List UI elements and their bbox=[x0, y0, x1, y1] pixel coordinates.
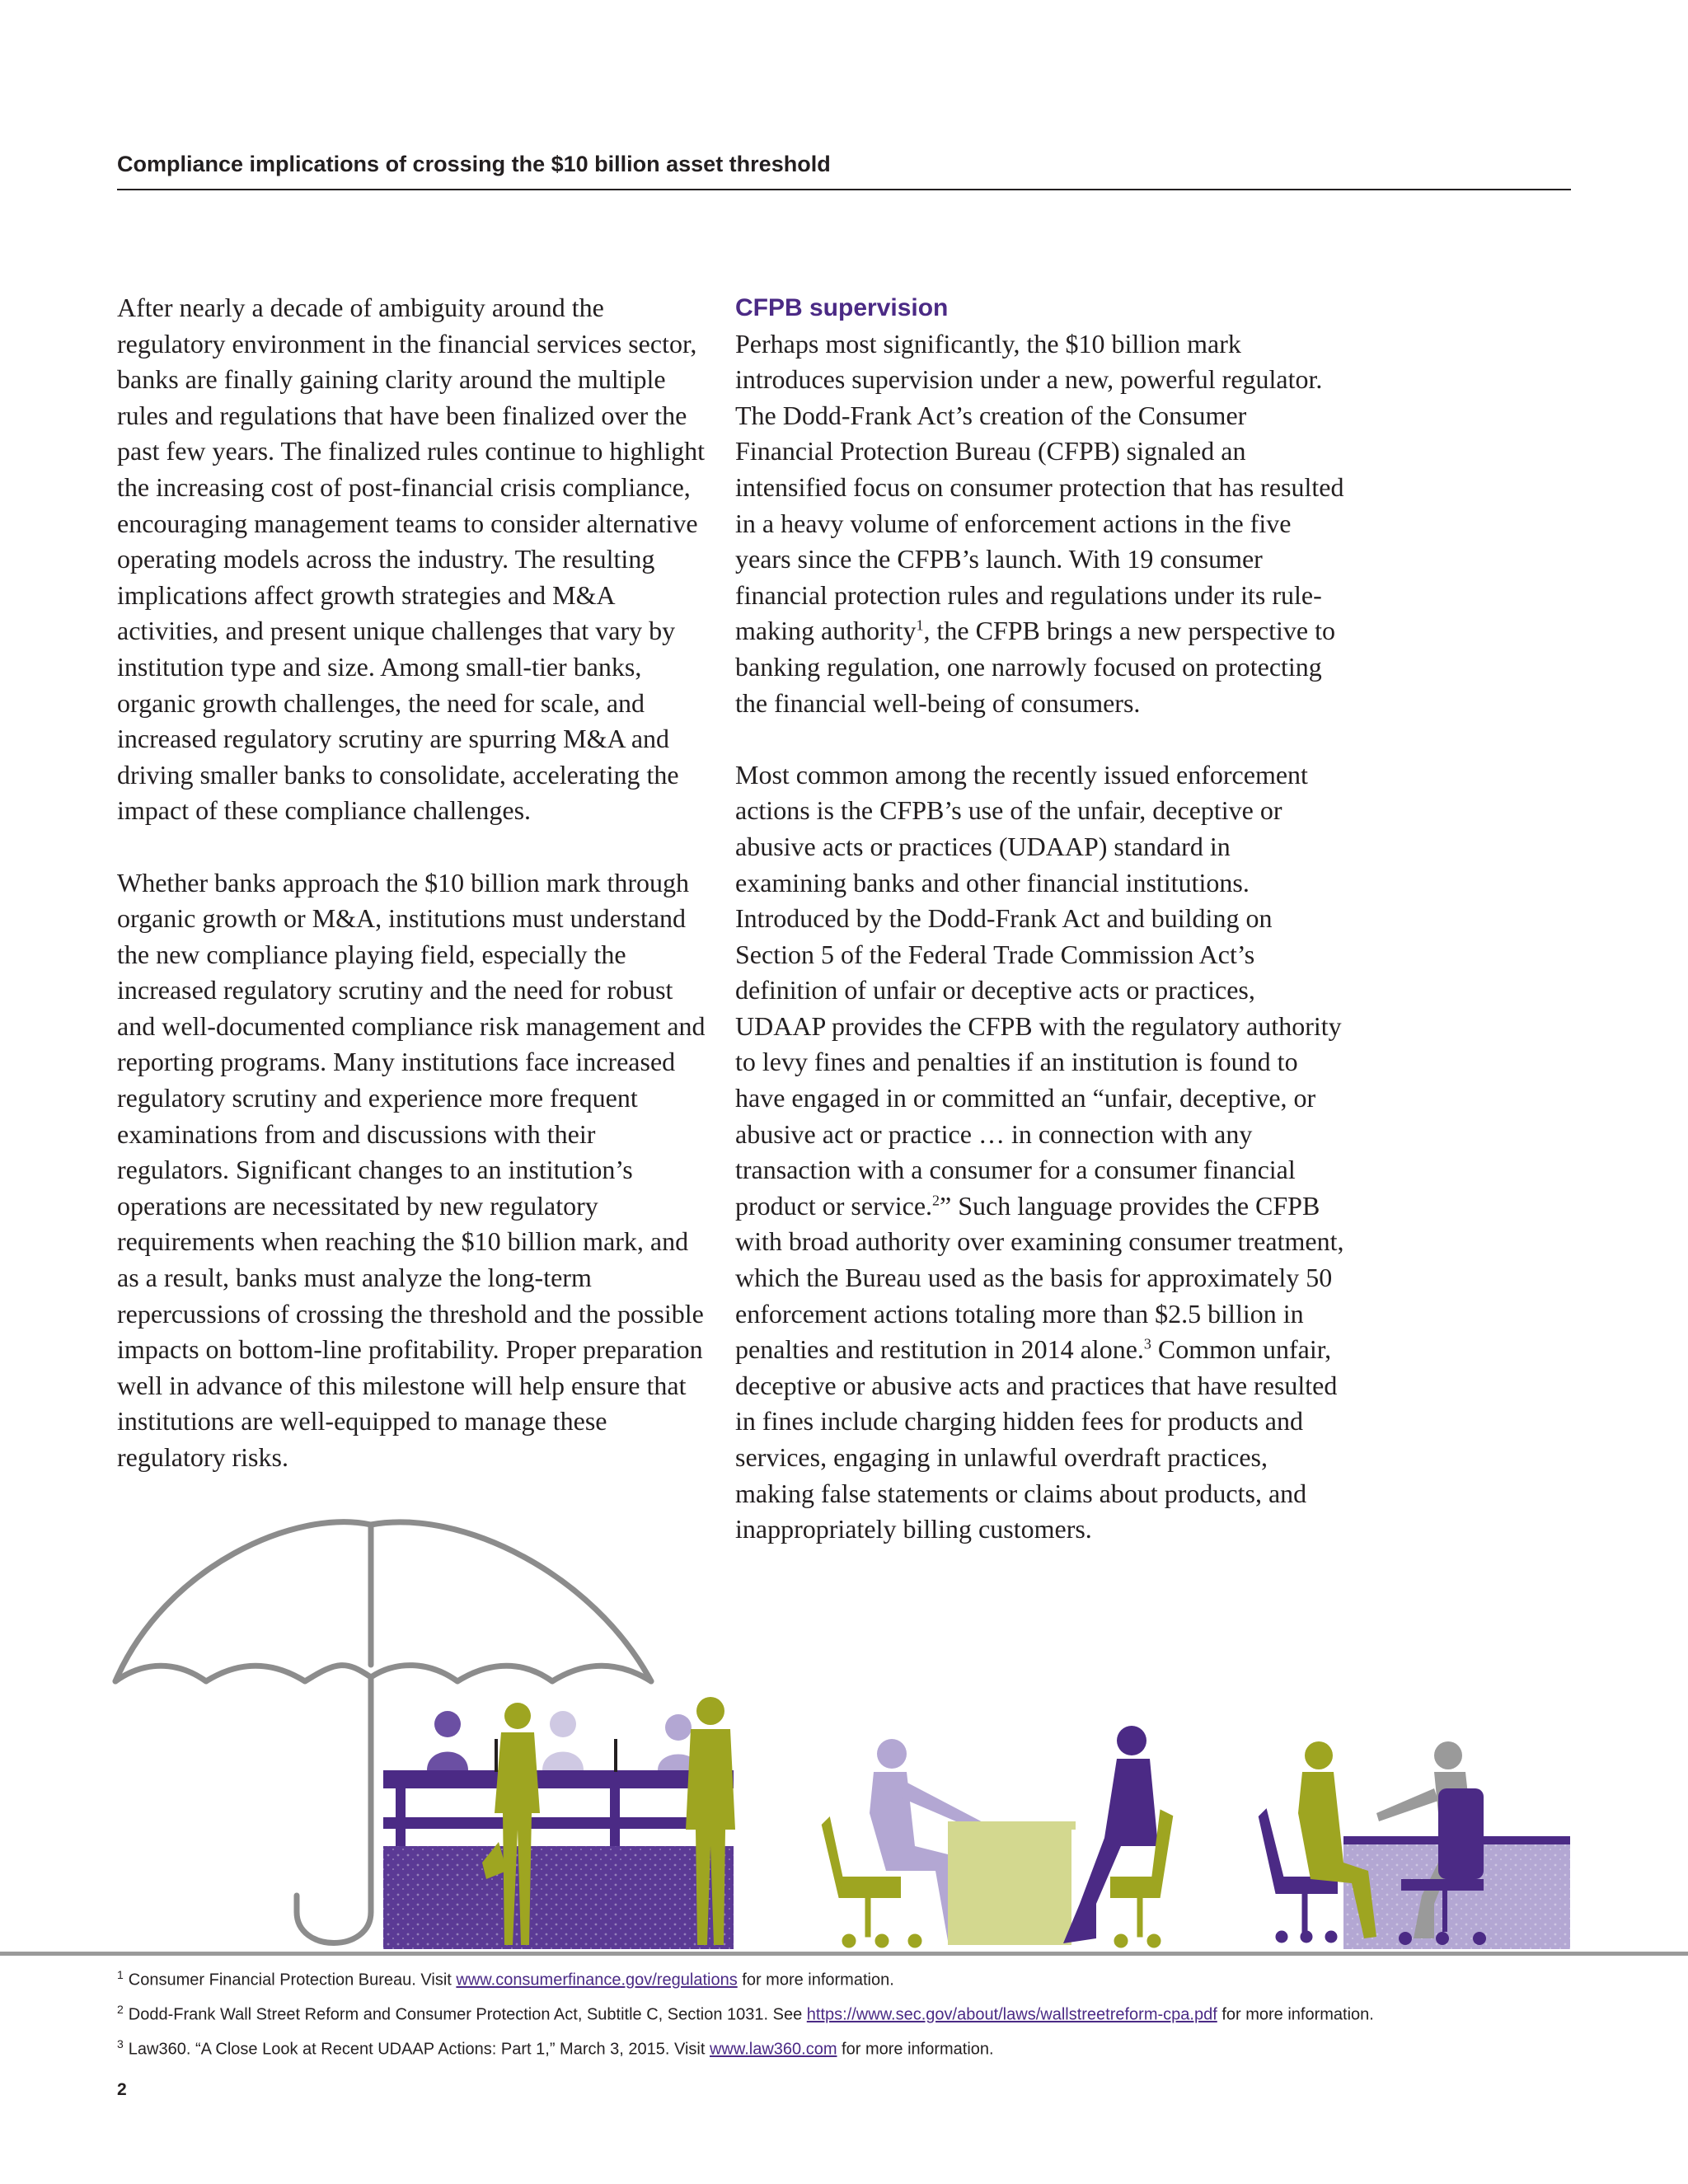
footnote-3 bbox=[117, 2037, 994, 2060]
left-column bbox=[117, 290, 710, 1476]
running-header-title: Compliance implications of crossing the $10 billion asset threshold bbox=[117, 152, 831, 176]
footnote-ref-3[interactable]: 3 bbox=[1143, 1335, 1151, 1352]
footnote-number: 1 bbox=[117, 1968, 124, 1981]
section-title: CFPB supervision bbox=[735, 294, 949, 321]
right-p1-text-b: , the CFPB brings a new perspective to banking regulation, one narrowly focused on protecting the financial well-being of consumers. bbox=[735, 616, 1335, 718]
footnote-text: Law360. “A Close Look at Recent UDAAP Actions: Part 1,” March 3, 2015. Visit bbox=[128, 2040, 710, 2059]
ground-line bbox=[0, 1952, 1688, 1956]
footnote-number: 3 bbox=[117, 2037, 124, 2050]
footnote-ref-2[interactable]: 2 bbox=[932, 1192, 940, 1209]
right-column bbox=[735, 290, 1345, 1548]
left-paragraph-2: Whether banks approach the $10 billion mark through organic growth or M&A, institutions must understand the new compliance playing field, especially the increased regulatory scrutiny and the need for robust and well-documented compliance risk management and reporting programs. Many institutions face increased regulatory scrutiny and experience more frequent examinations from and discussions with their regulators. Significant changes to an institution’s operations are necessitated by new regulatory requirements when reaching the $10 billion mark, and as a result, banks must analyze the long-term repercussions of crossing the threshold and the possible impacts on bottom-line profitability. Proper preparation well in advance of this milestone will help ensure that institutions are well-equipped to manage these regulatory risks. bbox=[117, 867, 706, 1472]
footnote-ref-1[interactable]: 1 bbox=[916, 616, 924, 634]
left-paragraph-1: After nearly a decade of ambiguity around the regulatory environment in the financial services sector, banks are finally gaining clarity around the multiple rules and regulations that have been finalized over the past few years. The finalized rules continue to highlight the increasing cost of post-financial crisis compliance, encouraging management teams to consider alternative operating models across the industry. The resulting implications affect growth strategies and M&A activities, and present unique challenges that vary by institution type and size. Among small-tier banks, organic growth challenges, the need for scale, and increased regulatory scrutiny are spurring M&A and driving smaller banks to consolidate, accelerating the impact of these compliance challenges. bbox=[117, 293, 705, 826]
footnote-1 bbox=[117, 1968, 894, 1990]
right-p2-text-b: ” Such language provides the CFPB with broad authority over examining consumer treatment, which the Bureau used as the basis for approximately 50 enforcement actions totaling more than $2.5 billion in penalties and restitution in 2014 alone. bbox=[735, 1190, 1344, 1365]
footnote-link[interactable]: www.consumerfinance.gov/regulations bbox=[456, 1971, 738, 1990]
right-p2-text-c: Common unfair, deceptive or abusive acts and practices that have resulted in fines include charging hidden fees for products and services, engaging in unlawful overdraft practices, making false statements or claims about products, and inappropriately billing customers. bbox=[735, 1334, 1338, 1544]
footnote-text: for more information. bbox=[837, 2040, 994, 2059]
footnote-text: Dodd-Frank Wall Street Reform and Consumer Protection Act, Subtitle C, Section 1031. See bbox=[128, 2005, 807, 2024]
footnote-text: for more information. bbox=[1217, 2005, 1374, 2024]
banking-illustration bbox=[0, 1516, 1688, 1961]
footnote-link[interactable]: www.law360.com bbox=[709, 2040, 837, 2059]
right-p1-text-a: Perhaps most significantly, the $10 billion mark introduces supervision under a new, powerful regulator. The Dodd-Frank Act’s creation of the Consumer Financial Protection Bureau (CFPB) signaled an intensified focus on consumer protection that has resulted in a heavy volume of enforcement actions in the five years since the CFPB’s launch. With 19 consumer financial protection rules and regulations under its rule-making authority bbox=[735, 328, 1344, 646]
right-p2-text-a: Most common among the recently issued enforcement actions is the CFPB’s use of the unfair, deceptive or abusive acts or practices (UDAAP) standard in examining banks and other financial institutions. Introduced by the Dodd-Frank Act and building on Section 5 of the Federal Trade Commission Act’s definition of unfair or deceptive acts or practices, UDAAP provides the CFPB with the regulatory authority to levy fines and penalties if an institution is found to have engaged in or committed an “unfair, deceptive, or abusive act or practice … in connection with any transaction with a consumer for a consumer financial product or service. bbox=[735, 759, 1342, 1221]
right-paragraph-2 bbox=[735, 757, 1345, 1548]
footnote-link[interactable]: https://www.sec.gov/about/laws/wallstreetreform-cpa.pdf bbox=[806, 2005, 1217, 2024]
right-paragraph-1 bbox=[735, 326, 1345, 722]
footnote-text: for more information. bbox=[737, 1971, 894, 1990]
page-number: 2 bbox=[117, 2080, 127, 2099]
footnote-2 bbox=[117, 2003, 1374, 2025]
consultation-scene bbox=[1261, 1741, 1570, 1949]
footnote-number: 2 bbox=[117, 2003, 124, 2016]
teller-counter-scene bbox=[383, 1697, 735, 1949]
desk-meeting-scene bbox=[824, 1726, 1170, 1947]
header-rule bbox=[117, 189, 1571, 190]
footnote-text: Consumer Financial Protection Bureau. Visit bbox=[128, 1971, 457, 1990]
